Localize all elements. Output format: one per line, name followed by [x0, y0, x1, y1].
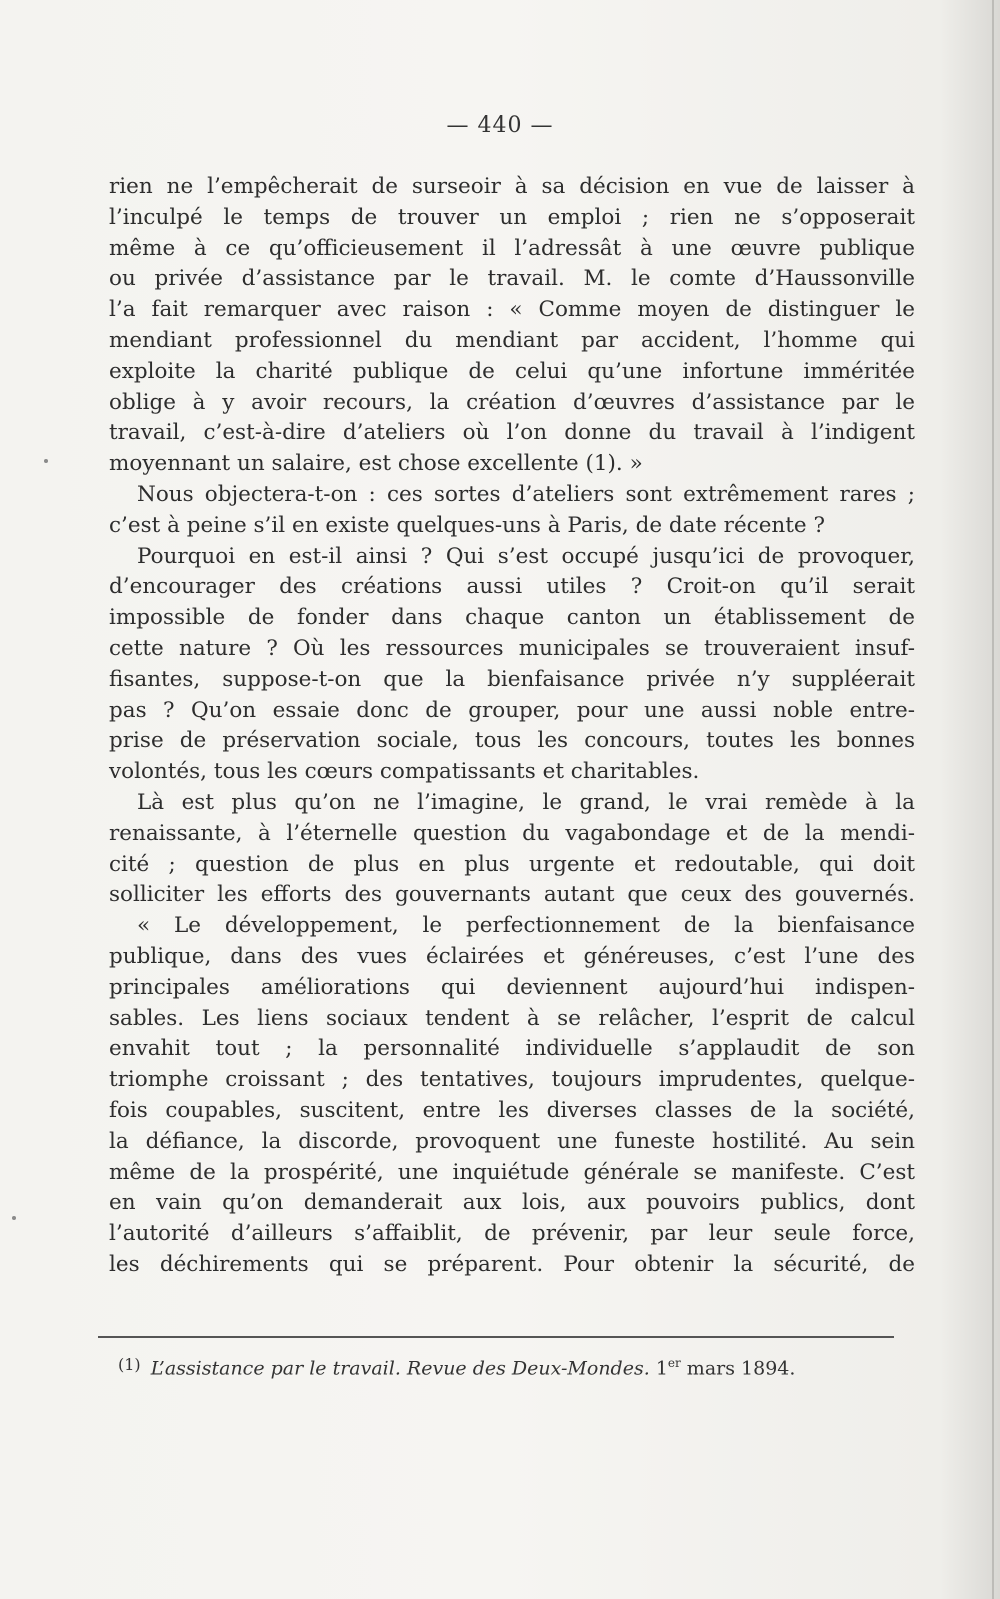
text-line: ou privée d’assistance par le travail. M. le comte d’Haussonville [109, 266, 915, 292]
text-line: solliciter les efforts des gouvernants autant que ceux des gouvernés. [109, 882, 915, 908]
text-line: pas ? Qu’on essaie donc de grouper, pour une aussi noble entre- [109, 697, 915, 723]
text-line: sables. Les liens sociaux tendent à se relâcher, l’esprit de calcul [109, 1005, 915, 1031]
text-line: mendiant professionnel du mendiant par accident, l’homme qui [109, 327, 915, 353]
text-line: prise de préservation sociale, tous les concours, toutes les bonnes [109, 728, 915, 754]
main-text [109, 172, 915, 1281]
text-line: oblige à y avoir recours, la création d’œuvres d’assistance par le [109, 389, 915, 415]
text-line: travail, c’est-à-dire d’ateliers où l’on donne du travail à l’indigent [109, 420, 915, 446]
text-line: l’inculpé le temps de trouver un emploi ; rien ne s’opposerait [109, 204, 915, 230]
text-line: l’autorité d’ailleurs s’affaiblit, de prévenir, par leur seule force, [109, 1221, 915, 1247]
text-line: même à ce qu’officieusement il l’adressât à une œuvre publique [109, 235, 915, 261]
text-line: cette nature ? Où les ressources municipales se trouveraient insuf- [109, 635, 915, 661]
text-line: triomphe croissant ; des tentatives, toujours imprudentes, quelque- [109, 1067, 915, 1093]
text-line: principales améliorations qui deviennent aujourd’hui indispen- [109, 974, 915, 1000]
text-line: la défiance, la discorde, provoquent une funeste hostilité. Au sein [109, 1128, 915, 1154]
text-line: exploite la charité publique de celui qu’une infortune imméritée [109, 358, 915, 384]
paper-speck [12, 1216, 16, 1220]
text-line: volontés, tous les cœurs compatissants et charitables. [109, 759, 700, 785]
text-line: Pourquoi en est-il ainsi ? Qui s’est occupé jusqu’ici de provoquer, [137, 543, 915, 569]
text-line: c’est à peine s’il en existe quelques-uns à Paris, de date récente ? [109, 512, 826, 538]
text-line: d’encourager des créations aussi utiles ? Croit-on qu’il serait [109, 574, 915, 600]
text-line: renaissante, à l’éternelle question du vagabondage et de la mendi- [109, 820, 915, 846]
text-line: fois coupables, suscitent, entre les diverses classes de la société, [109, 1097, 915, 1123]
text-line: rien ne l’empêcherait de surseoir à sa décision en vue de laisser à [109, 174, 915, 199]
text-line: impossible de fonder dans chaque canton un établissement de [109, 605, 915, 631]
footnote-date-superscript: er [667, 1356, 681, 1370]
text-line: fisantes, suppose-t-on que la bienfaisance privée n’y suppléerait [109, 666, 915, 692]
page-number: — 440 — [446, 113, 554, 138]
footnote-divider [98, 1336, 894, 1338]
text-line: même de la prospérité, une inquiétude générale se manifeste. C’est [109, 1159, 915, 1185]
text-line: Là est plus qu’on ne l’imagine, le grand, le vrai remède à la [137, 789, 915, 815]
footnote-date: mars 1894. [686, 1357, 796, 1380]
text-line: moyennant un salaire, est chose excellente (1). » [109, 451, 643, 477]
text-line: les déchirements qui se préparent. Pour obtenir la sécurité, de [109, 1251, 915, 1277]
text-line: publique, dans des vues éclairées et généreuses, c’est l’une des [109, 943, 915, 969]
text-line: cité ; question de plus en plus urgente et redoutable, qui doit [109, 851, 915, 877]
text-line: en vain qu’on demanderait aux lois, aux pouvoirs publics, dont [109, 1190, 915, 1216]
paper-speck [44, 459, 48, 463]
footnote-marker: (1) [118, 1355, 141, 1375]
text-line: l’a fait remarquer avec raison : « Comme moyen de distinguer le [109, 297, 915, 323]
footnote [118, 1356, 878, 1379]
text-line: Nous objectera-t-on : ces sortes d’ateliers sont extrêmement rares ; [137, 481, 915, 507]
text-line: envahit tout ; la personnalité individuelle s’applaudit de son [109, 1036, 915, 1062]
footnote-date-day: 1 [655, 1357, 668, 1380]
footnote-citation: L’assistance par le travail. Revue des Deux-Mondes. [150, 1357, 650, 1380]
page-edge-shadow [992, 0, 994, 1599]
text-line: « Le développement, le perfectionnement de la bienfaisance [137, 913, 915, 939]
